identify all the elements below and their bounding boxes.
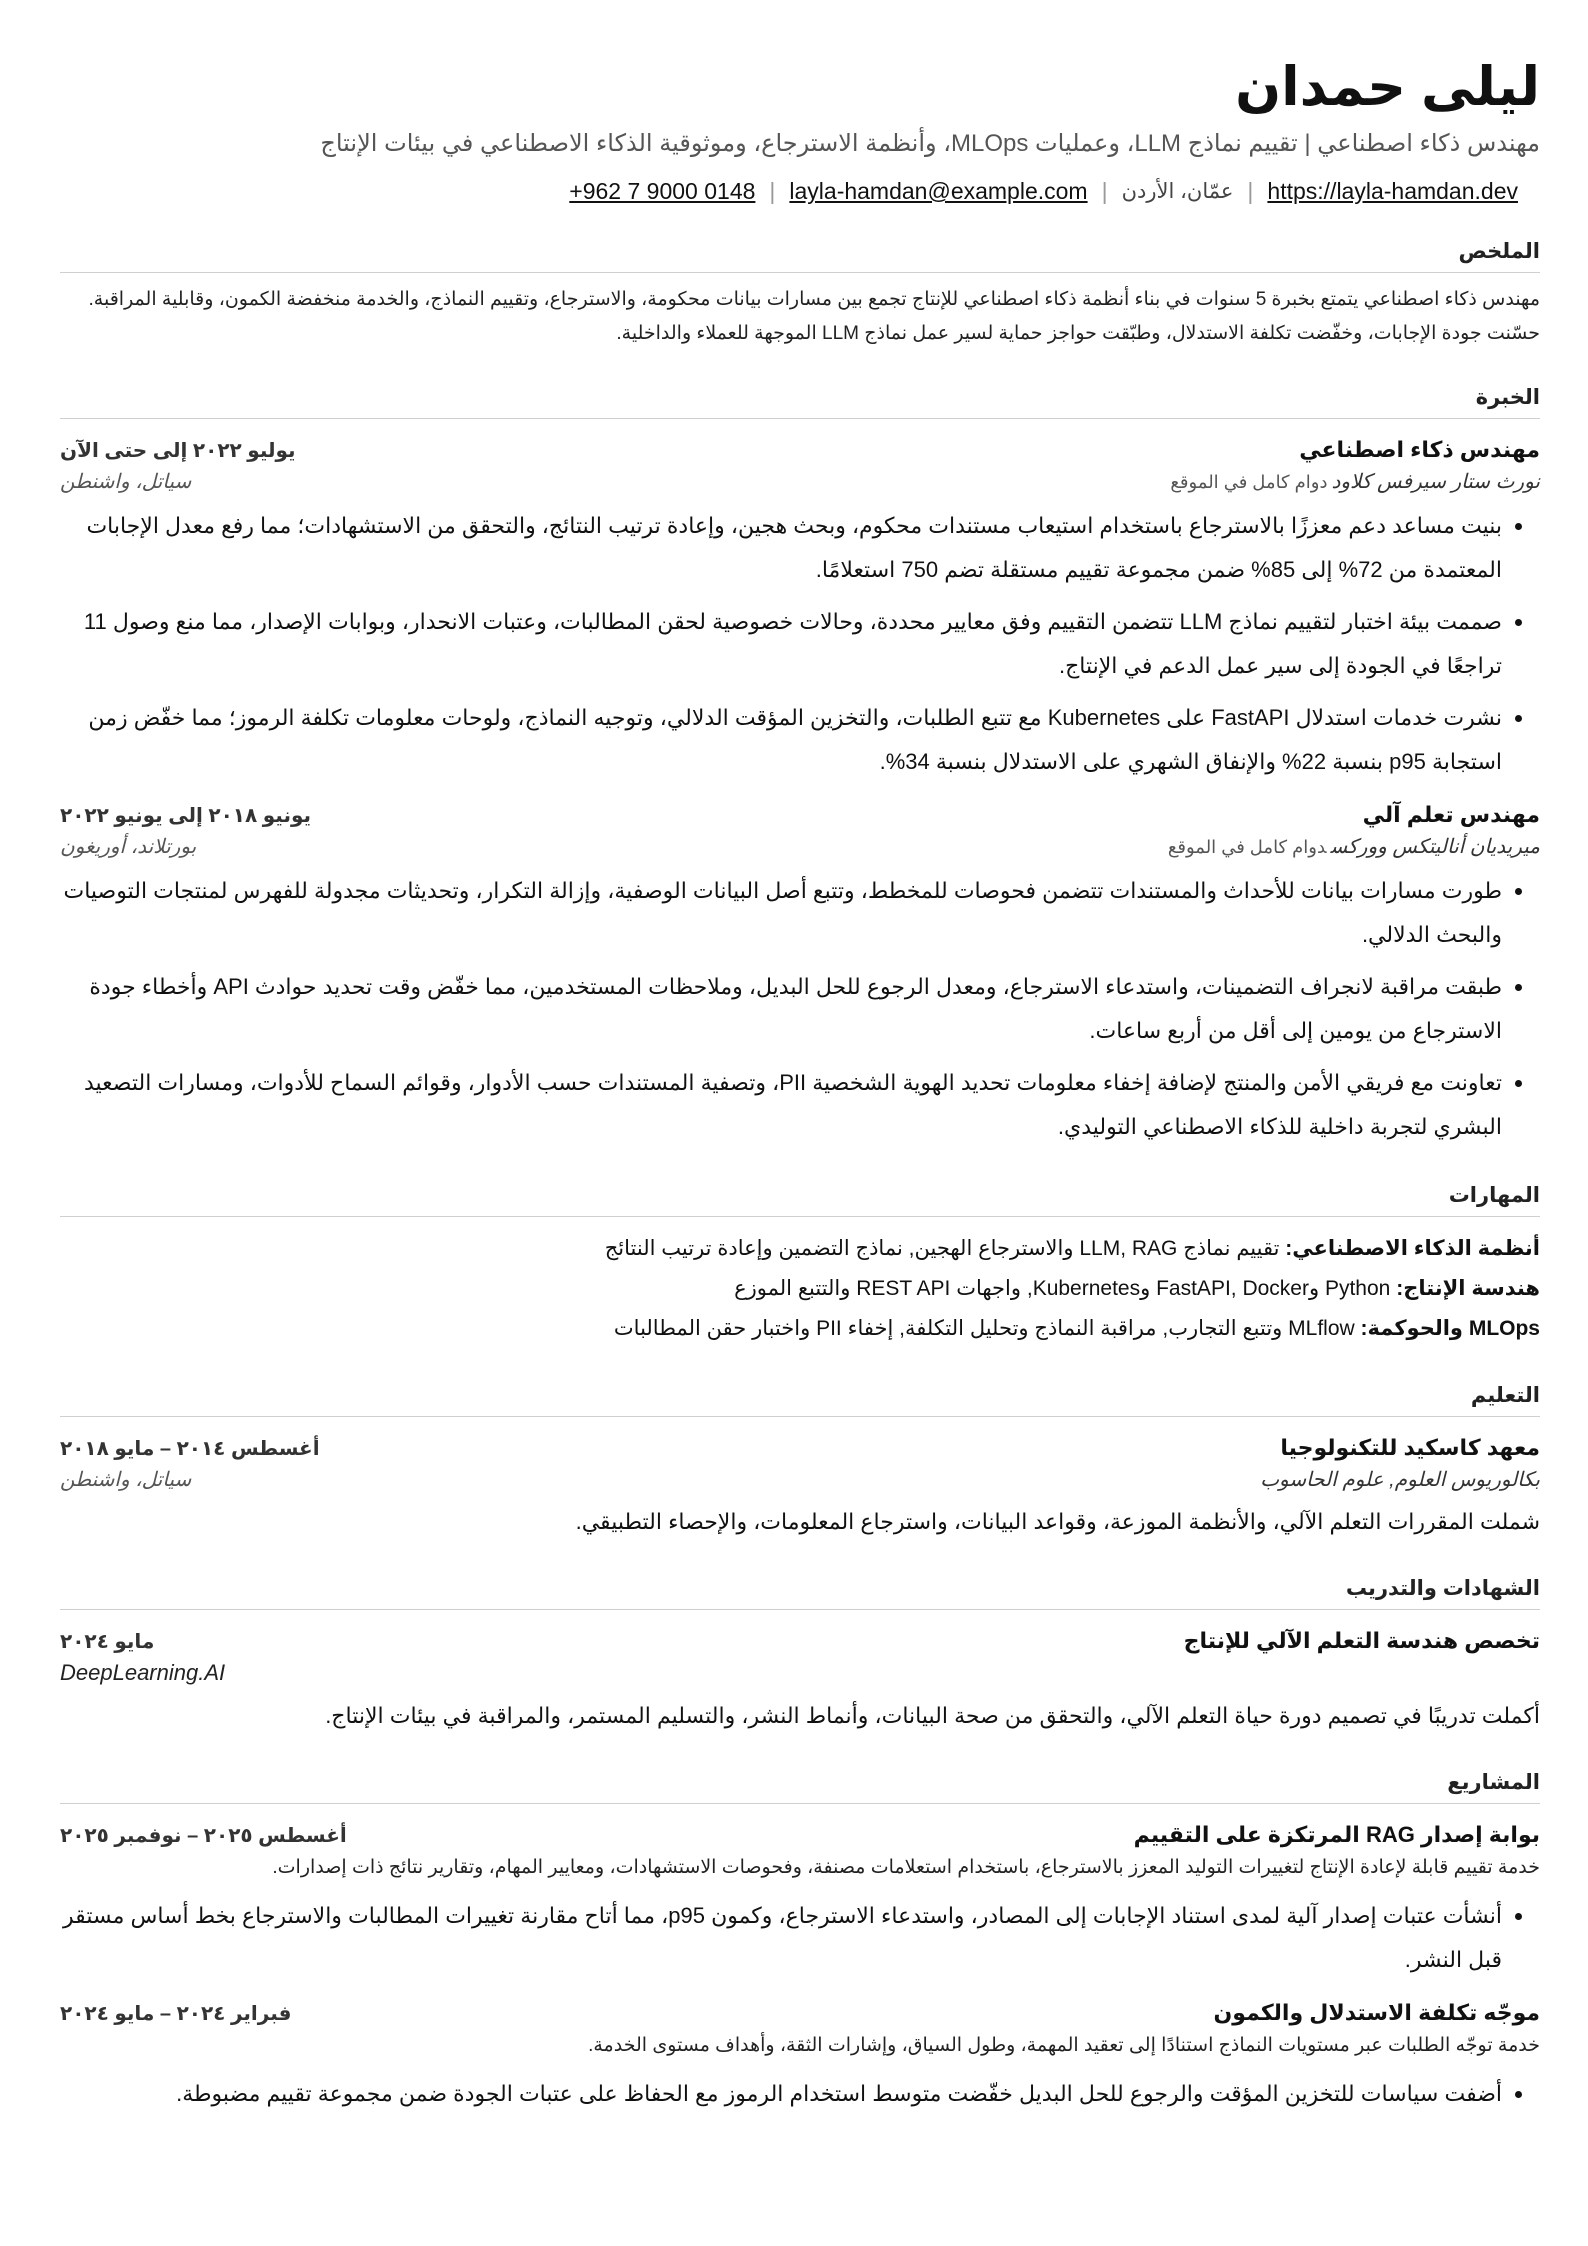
project-bullets [60,2072,1540,2116]
project-entry [60,2000,1540,2116]
skills-list [60,1229,1540,1349]
degree: بكالوريوس العلوم, علوم الحاسوب [1260,1469,1540,1491]
bullet-item: • طورت مسارات بيانات للأحداث والمستندات تتضمن فحوصات للمخطط، وتتبع أصل البيانات الوصفية، وإزالة التكرار، وتحديثات مجدولة للفهرس لمنتجات التوصيات والبحث الدلالي. [60,869,1502,957]
employer [1170,469,1540,494]
job-dates: يوليو ٢٠٢٢ إلى حتى الآن [60,440,296,462]
experience-entry [60,437,1540,784]
work-mode: دوام كامل في الموقع [1170,472,1328,492]
project-bullets [60,1894,1540,1982]
email-link[interactable]: layla-hamdan@example.com [789,178,1088,204]
skill-row [60,1229,1540,1269]
job-location: بورتلاند، أوريغون [60,836,197,858]
section-title-skills: المهارات [60,1183,1540,1217]
contact-separator: | [1101,178,1108,204]
skill-value: Python وFastAPI, Docker وKubernetes, واجهات REST API والتتبع الموزع [734,1277,1391,1300]
website-link[interactable]: https://layla-hamdan.dev [1267,178,1518,204]
bullet-item: • تعاونت مع فريقي الأمن والمنتج لإضافة إخفاء معلومات تحديد الهوية الشخصية PII، وتصفية المستندات حسب الأدوار، وقوائم السماح للأدوات، ومسارات التصعيد البشري لتجربة داخلية للذكاء الاصطناعي التوليدي. [60,1061,1502,1149]
project-name: بوابة إصدار RAG المرتكزة على التقييم [1133,1822,1540,1847]
bullet-item: • طبقت مراقبة لانجراف التضمينات، واستدعاء الاسترجاع، ومعدل الرجوع للحل البديل، وملاحظات المستخدمين، مما خفّض وقت تحديد حوادث API وأخطاء جودة الاسترجاع من يومين إلى أقل من أربع ساعات. [60,965,1502,1053]
certification-name: تخصص هندسة التعلم الآلي للإنتاج [1183,1628,1540,1653]
job-location: سياتل، واشنطن [60,471,192,493]
contact-row [60,178,1540,205]
project-name: موجّه تكلفة الاستدلال والكمون [1213,2000,1540,2025]
school-name: معهد كاسكيد للتكنولوجيا [1280,1435,1540,1460]
project-dates: فبراير ٢٠٢٤ – مايو ٢٠٢٤ [60,2003,292,2025]
school-location: سياتل، واشنطن [60,1469,192,1491]
section-title-projects: المشاريع [60,1770,1540,1804]
summary-text: مهندس ذكاء اصطناعي يتمتع بخبرة 5 سنوات في بناء أنظمة ذكاء اصطناعي للإنتاج تجمع بين مسارات بيانات محكومة، والاسترجاع، وتقييم النماذج، والخدمة منخفضة الكمون، وقابلية المراقبة. حسّنت جودة الإجابات، وخفّضت تكلفة الاستدلال، وطبّقت حواجز حماية لسير عمل نماذج LLM الموجهة للعملاء والداخلية. [88,289,1540,344]
section-title-education: التعليم [60,1383,1540,1417]
education-dates: أغسطس ٢٠١٤ – مايو ٢٠١٨ [60,1438,320,1460]
bullet-item: • نشرت خدمات استدلال FastAPI على Kubernetes مع تتبع الطلبات، والتخزين المؤقت الدلالي، وتوجيه النماذج، ولوحات معلومات تكلفة الرموز؛ مما خفّض زمن استجابة p95 بنسبة 22% والإنفاق الشهري على الاستدلال بنسبة 34%. [60,696,1502,784]
skill-row [60,1309,1540,1349]
certification-entry [60,1628,1540,1736]
location: عمّان، الأردن [1121,180,1234,203]
employer-name: ميريديان أناليتكس ووركس [1330,836,1540,858]
work-mode: دوام كامل في الموقع [1167,837,1327,857]
job-bullets [60,504,1540,784]
employer-name: نورث ستار سيرفس كلاود [1331,471,1540,493]
experience-entry [60,802,1540,1149]
section-title-summary: الملخص [60,239,1540,273]
section-title-experience: الخبرة [60,385,1540,419]
skill-value: MLflow وتتبع التجارب, مراقبة النماذج وتحليل التكلفة, إخفاء PII واختبار حقن المطالبات [613,1317,1355,1340]
bullet-item: • أنشأت عتبات إصدار آلية لمدى استناد الإجابات إلى المصادر، واستدعاء الاسترجاع، وكمون p95، مما أتاح مقارنة تغييرات المطالبات والاسترجاع بخط أساس مستقر قبل النشر. [60,1894,1502,1982]
job-dates: يونيو ٢٠١٨ إلى يونيو ٢٠٢٢ [60,805,312,827]
education-entry [60,1435,1540,1542]
skill-label: أنظمة الذكاء الاصطناعي: [1285,1237,1540,1260]
job-bullets [60,869,1540,1149]
employer [1168,834,1540,859]
certification-issuer: DeepLearning.AI [60,1660,226,1685]
headline: مهندس ذكاء اصطناعي | تقييم نماذج LLM، وعمليات MLOps، وأنظمة الاسترجاع، وموثوقية الذكاء الاصطناعي في بيئات الإنتاج [320,130,1540,157]
education-note: شملت المقررات التعلم الآلي، والأنظمة الموزعة، وقواعد البيانات، واسترجاع المعلومات، والإحصاء التطبيقي. [575,1509,1540,1534]
skill-value: تقييم نماذج LLM, RAG والاسترجاع الهجين, نماذج التضمين وإعادة ترتيب النتائج [604,1237,1280,1260]
skill-label: هندسة الإنتاج: [1396,1277,1540,1300]
certification-date: مايو ٢٠٢٤ [60,1631,155,1653]
contact-separator: | [1247,178,1254,204]
bullet-item: • أضفت سياسات للتخزين المؤقت والرجوع للحل البديل خفّضت متوسط استخدام الرموز مع الحفاظ على عتبات الجودة ضمن مجموعة تقييم مضبوطة. [60,2072,1502,2116]
candidate-name: ليلى حمدان [1235,57,1540,117]
contact-separator: | [769,178,776,204]
section-title-certifications: الشهادات والتدريب [60,1576,1540,1610]
job-title: مهندس تعلم آلي [1362,802,1540,827]
certification-note: أكملت تدريبًا في تصميم دورة حياة التعلم الآلي، والتحقق من صحة البيانات، وأنماط النشر، والتسليم المستمر، والمراقبة في بيئات الإنتاج. [325,1703,1540,1728]
project-entry [60,1822,1540,1982]
job-title: مهندس ذكاء اصطناعي [1299,437,1540,462]
project-dates: أغسطس ٢٠٢٥ – نوفمبر ٢٠٢٥ [60,1825,347,1847]
bullet-item: • بنيت مساعد دعم معززًا بالاسترجاع باستخدام استيعاب مستندات محكوم، وبحث هجين، وإعادة ترتيب النتائج، والتحقق من الاستشهادات؛ مما رفع معدل الإجابات المعتمدة من 72% إلى 85% ضمن مجموعة تقييم مستقلة تضم 750 استعلامًا. [60,504,1502,592]
skill-label: MLOps والحوكمة: [1360,1317,1540,1340]
bullet-item: • صممت بيئة اختبار لتقييم نماذج LLM تتضمن التقييم وفق معايير محددة، وحالات خصوصية لحقن المطالبات، وعتبات الانحدار، وبوابات الإصدار، مما منع وصول 11 تراجعًا في الجودة إلى سير عمل الدعم في الإنتاج. [60,600,1502,688]
project-description: خدمة توجّه الطلبات عبر مستويات النماذج استنادًا إلى تعقيد المهمة، وطول السياق، وإشارات الثقة، وأهداف مستوى الخدمة. [588,2035,1540,2056]
project-description: خدمة تقييم قابلة لإعادة الإنتاج لتغييرات التوليد المعزز بالاسترجاع، باستخدام استعلامات مصنفة، وفحوصات الاستشهادات، ومعايير المهام، وتقارير نتائج ذات إصدارات. [272,1857,1540,1878]
skill-row [60,1269,1540,1309]
phone-link[interactable]: +962 7 9000 0148 [569,178,756,204]
